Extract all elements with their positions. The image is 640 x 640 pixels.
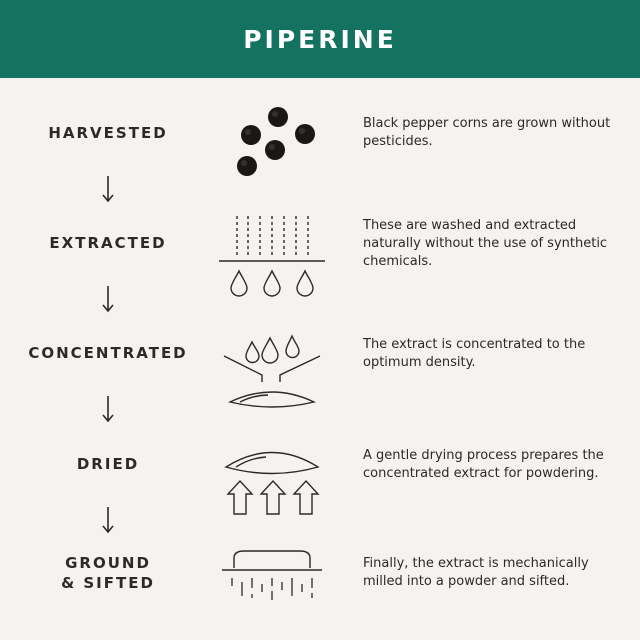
step-label-line: HARVESTED: [48, 124, 168, 142]
down-arrow-icon: [98, 284, 118, 314]
step-label-extracted: [18, 233, 198, 253]
step-label-line: DRIED: [76, 455, 140, 473]
step-label-harvested: [18, 123, 198, 143]
step-description-harvested: Black pepper corns are grown without pesticides.: [363, 116, 611, 149]
step-label-line: EXTRACTED: [49, 234, 167, 252]
page-title: PIPERINE: [243, 24, 397, 54]
step-label-concentrated: [18, 343, 198, 363]
peppercorns-icon: [214, 92, 330, 188]
concentrate-bowl-icon: [214, 322, 330, 418]
step-label-line: & SIFTED: [61, 574, 155, 592]
step-label-dried: [18, 454, 198, 474]
step-description-dried: A gentle drying process prepares the concentrated extract for powdering.: [363, 448, 604, 481]
step-description-concentrated: The extract is concentrated to the optimum density.: [363, 337, 586, 370]
step-description-extracted: These are washed and extracted naturally without the use of synthetic chemicals.: [363, 218, 608, 269]
drying-arrows-icon: [214, 430, 330, 526]
step-label-line: GROUND: [65, 554, 151, 572]
milling-sifting-icon: [214, 540, 330, 636]
step-description-ground-sifted: Finally, the extract is mechanically milled into a powder and sifted.: [363, 556, 589, 589]
step-label-ground-sifted: [18, 553, 198, 593]
extraction-drops-icon: [214, 208, 330, 304]
down-arrow-icon: [98, 505, 118, 535]
down-arrow-icon: [98, 174, 118, 204]
step-label-line: CONCENTRATED: [28, 344, 188, 362]
down-arrow-icon: [98, 394, 118, 424]
header-bar: [0, 0, 640, 78]
